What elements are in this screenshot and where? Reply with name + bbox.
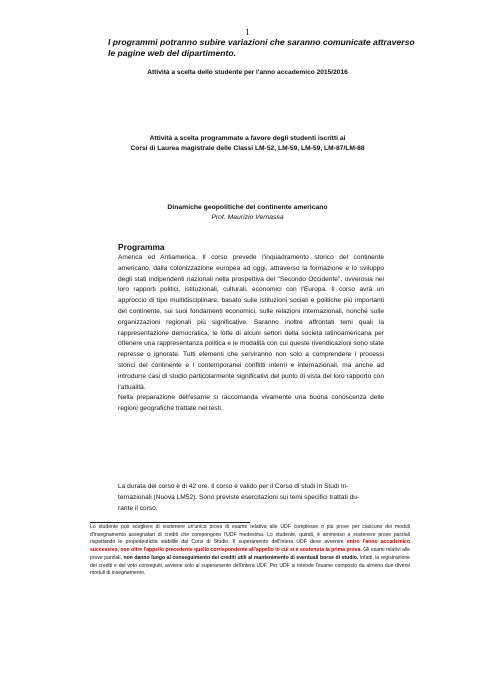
footnote-divider [90, 522, 250, 523]
notice-line-2: le pagine web del dipartimento. [108, 47, 236, 58]
course-professor: Prof. Maurizio Vernassa [211, 214, 284, 221]
duration-line-2: ternazionali (Nuova LM52). Sono previste esercitazioni sui temi specifici trattati du- [118, 493, 360, 501]
target-students-heading [0, 134, 495, 154]
program-body [118, 253, 384, 415]
footnote-credits-highlight: non danno luogo al conseguimento dei crediti utili al mantenimento di eventuali borse di studio. [123, 554, 359, 561]
duration-line-3: rante il corso. [118, 504, 158, 512]
target-heading-line-2: Corsi di Laurea magistrale delle Classi LM-52, LM-59, LM-59, LM-87/LM-88 [130, 145, 365, 152]
course-duration [118, 482, 384, 514]
notice-line-1: I programmi potranno subire variazioni che saranno comunicate attraverso [108, 37, 415, 47]
program-paragraph-2: Nella preparazione dell'esame si raccomanda vivamente una buona conoscenza delle regioni geografiche trattate nei testi. [118, 394, 384, 413]
footnote-text-2: Gli esami relativi alle prove parziali, [90, 547, 410, 561]
target-heading-line-1: Attività a scelta programmate a favore degli studenti iscritti ai [149, 135, 346, 142]
department-notice [108, 37, 428, 58]
program-heading: Programma [118, 242, 165, 252]
course-title: Dinamiche geopolitiche del continente americano [167, 204, 328, 211]
duration-line-1: La durata del corso è di 42 ore. Il corso è valido per il Corso di studi in Studi In- [118, 483, 349, 490]
page-number: 1 [245, 27, 250, 37]
program-paragraph-1: America ed Antiamerica. Il corso prevede l'inquadramento storico del continente americano, dalla colonizzazione europea ad oggi, attraverso la formazione e lo sviluppo degli stati indipendenti nazionali nella prospettiva del "Secondo Occidente", ovverosia nei loro rapporti politici, istituzionali, culturali, economici con l'Europa. Il corso avrà un approccio di tipo multidisciplinare, basato sulle istituzioni sociali e politiche più importanti del continente, sui suoi fondamenti economici, sulle relazioni internazionali, nonché sulle organizzazioni regionali più significative. Saranno inoltre affrontati temi quali la rappresentazione democratica, le lotte di alcuni settori della società latinoamericana per ottenere una rappresentanza politica e le modalità con cui queste rivendicazioni sono state represse o ignorate. Tutti elementi che serviranno non solo a comprendere i processi storici del continente e l contemporanei conflitti interni e internazionali, ma anche ad introdurre casi di studio particolarmente significativi del punto di vista del loro rapporto con l'attualità. [118, 254, 384, 391]
footnote-text-1: Lo studente può scegliere di sostenere un'unica prova di esame relativa alle UDF complesse o più prove per ciascuno dei moduli d'insegnamento assegnatari di crediti che compongono l'UDF medesima. Lo studente, quindi, è ammesso a sostenere prove parziali rispettando le propedeuticità stabilite dai Corsi di Studio. Il superamento dell'intera UDF deve avvenire [90, 524, 410, 546]
footnote-text-3: Infatti, la registrazione dei crediti e del voto conseguiti, avviene solo al superamento dell'intera UDF. Per UDF si intende l'esame composto da almeno due diversi moduli di insegnamento. [90, 554, 410, 577]
activities-heading: Attività a scelta dello studente per l'anno accademico 2015/2016 [147, 69, 348, 76]
footnote-deadline-highlight: entro l'anno accademico successivo, non oltre l'appello precedente quello corrispondente all'appello in cui si è sostenuta la prima prova. [90, 539, 410, 554]
footnote [90, 524, 410, 578]
